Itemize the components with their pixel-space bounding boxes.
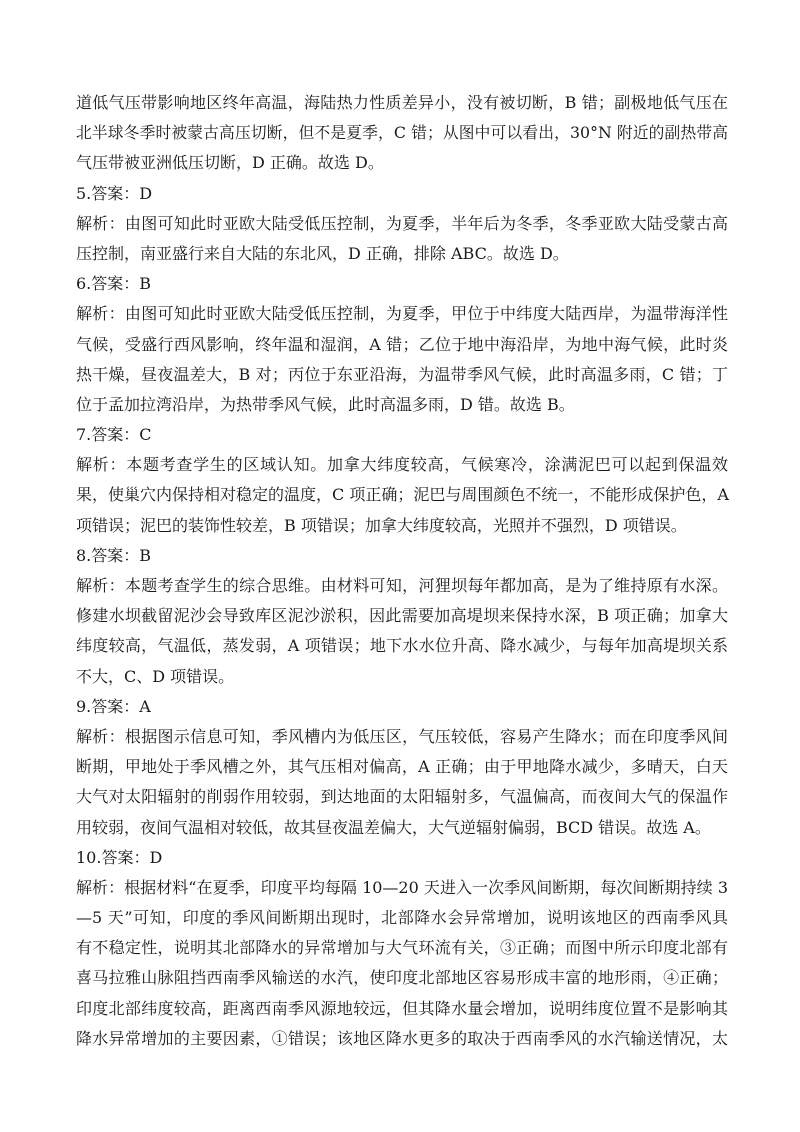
text-line: 大气对太阳辐射的削弱作用较弱，到达地面的太阳辐射多，气温偏高，而夜间大气的保温作 bbox=[76, 787, 728, 807]
text-line: 道低气压带影响地区终年高温，海陆热力性质差异小，没有被切断，B 错；副极地低气压在 bbox=[76, 93, 728, 112]
text-line: 纬度较高，气温低，蒸发弱，A 项错误；地下水水位升高、降水减少，与每年加高堤坝关系 bbox=[76, 636, 728, 656]
text-line: 不大，C、D 项错误。 bbox=[76, 666, 235, 686]
text-line: 解析：本题考查学生的区域认知。加拿大纬度较高，气候寒冷，涂满泥巴可以起到保温效 bbox=[76, 455, 728, 475]
text-line: 北半球冬季时被蒙古高压切断，但不是夏季，C 错；从图中可以看出，30°N 附近的副热带高 bbox=[76, 123, 728, 143]
text-line: 热干燥，昼夜温差大，B 对；丙位于东亚沿海，为温带季风气候，此时高温多雨，C 错；丁 bbox=[76, 364, 728, 384]
text-line: 修建水坝截留泥沙会导致库区泥沙淤积，因此需要加高堤坝来保持水深，B 项正确；加拿大 bbox=[76, 606, 728, 626]
text-line: 项错误；泥巴的装饰性较差，B 项错误；加拿大纬度较高，光照并不强烈，D 项错误。 bbox=[76, 515, 687, 535]
text-line: 喜马拉雅山脉阻挡西南季风输送的水汽，使印度北部地区容易形成丰富的地形雨，④正确； bbox=[76, 968, 728, 988]
text-line: 解析：根据材料“在夏季，印度平均每隔 10—20 天进入一次季风间断期，每次间断期持续 3 bbox=[76, 877, 728, 897]
text-line: 解析：由图可知此时亚欧大陆受低压控制，为夏季，甲位于中纬度大陆西岸，为温带海洋性 bbox=[76, 304, 728, 324]
answer-heading: 5.答案：D bbox=[76, 183, 153, 203]
text-line: 果，使巢穴内保持相对稳定的温度，C 项正确；泥巴与周围颜色不统一，不能形成保护色，A bbox=[76, 485, 729, 505]
answer-heading: 7.答案：C bbox=[76, 425, 152, 445]
text-line: —5 天”可知，印度的季风间断期出现时，北部降水会异常增加，说明该地区的西南季风具 bbox=[76, 908, 728, 928]
answer-heading: 8.答案：B bbox=[76, 545, 152, 565]
text-line: 气压带被亚洲低压切断，D 正确。故选 D。 bbox=[76, 153, 384, 173]
answer-heading: 9.答案：A bbox=[76, 696, 151, 716]
text-line: 解析：本题考查学生的综合思维。由材料可知，河狸坝每年都加高，是为了维持原有水深。 bbox=[76, 576, 728, 595]
text-line: 用较弱，夜间气温相对较低，故其昼夜温差偏大，大气逆辐射偏弱，BCD 错误。故选 A。 bbox=[76, 817, 711, 837]
text-line: 断期，甲地处于季风槽之外，其气压相对偏高，A 正确；由于甲地降水减少，多晴天，白天 bbox=[76, 757, 728, 777]
text-line: 印度北部纬度较高，距离西南季风源地较远，但其降水量会增加，说明纬度位置不是影响其 bbox=[76, 998, 728, 1018]
text-line: 位于孟加拉湾沿岸，为热带季风气候，此时高温多雨，D 错。故选 B。 bbox=[76, 394, 575, 414]
text-line: 解析：由图可知此时亚欧大陆受低压控制，为夏季，半年后为冬季，冬季亚欧大陆受蒙古高 bbox=[76, 213, 728, 233]
text-line: 解析：根据图示信息可知，季风槽内为低压区，气压较低，容易产生降水；而在印度季风间 bbox=[76, 726, 728, 746]
answer-heading: 6.答案：B bbox=[76, 274, 152, 294]
text-line: 气候，受盛行西风影响，终年温和湿润，A 错；乙位于地中海沿岸，为地中海气候，此时炎 bbox=[76, 334, 728, 354]
document-body bbox=[76, 88, 728, 1054]
text-line: 有不稳定性，说明其北部降水的异常增加与大气环流有关，③正确；而图中所示印度北部有 bbox=[76, 938, 728, 958]
text-line: 降水异常增加的主要因素，①错误；该地区降水更多的取决于西南季风的水汽输送情况，太 bbox=[76, 1028, 728, 1048]
text-line: 压控制，南亚盛行来自大陆的东北风，D 正确，排除 ABC。故选 D。 bbox=[76, 243, 569, 263]
answer-heading: 10.答案：D bbox=[76, 847, 163, 867]
